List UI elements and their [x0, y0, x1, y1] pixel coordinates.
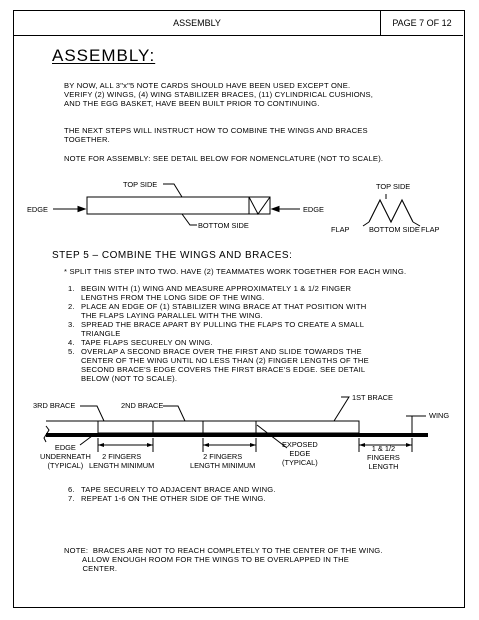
label-bottom-side: BOTTOM SIDE [198, 221, 249, 230]
label-edge-underneath: EDGE UNDERNEATH (TYPICAL) [40, 443, 91, 470]
step-number: 3. [68, 320, 75, 329]
next-steps-line-2: TOGETHER. [64, 135, 110, 144]
step-3-line-2: TRIANGLE [81, 329, 121, 338]
label-exposed-edge: EXPOSED EDGE (TYPICAL) [282, 440, 318, 467]
label-top-side: TOP SIDE [123, 180, 158, 189]
step-5-line-1: OVERLAP A SECOND BRACE OVER THE FIRST AND SLIDE TOWARDS THE [81, 347, 362, 356]
step-3-line-1: SPREAD THE BRACE APART BY PULLING THE FLAPS TO CREATE A SMALL [81, 320, 365, 329]
page-heading: ASSEMBLY: [52, 46, 156, 65]
step-7-text: REPEAT 1-6 ON THE OTHER SIDE OF THE WING. [81, 494, 266, 503]
step5-bullet: * SPLIT THIS STEP INTO TWO. HAVE (2) TEAMMATES WORK TOGETHER FOR EACH WING. [64, 267, 407, 276]
final-note-line-2: ALLOW ENOUGH ROOM FOR THE WINGS TO BE OVERLAPPED IN THE [64, 555, 350, 564]
step-1-line-2: LENGTHS FROM THE LONG SIDE OF THE WING. [81, 293, 265, 302]
final-note-line-3: CENTER. [64, 564, 118, 573]
step-number: 6. [68, 485, 75, 494]
label-top-side-end-view: TOP SIDE [376, 182, 411, 191]
final-note-line-1: NOTE: BRACES ARE NOT TO REACH COMPLETELY TO THE CENTER OF THE WING. [64, 546, 383, 555]
next-steps-line-1: THE NEXT STEPS WILL INSTRUCT HOW TO COMBINE THE WINGS AND BRACES [64, 126, 368, 135]
label-2nd-brace: 2ND BRACE [121, 401, 164, 410]
note-assembly: NOTE FOR ASSEMBLY: SEE DETAIL BELOW FOR NOMENCLATURE (NOT TO SCALE). [64, 154, 384, 163]
step-number: 1. [68, 284, 75, 293]
intro-line-1: BY NOW, ALL 3"x"5 NOTE CARDS SHOULD HAVE BEEN USED EXCEPT ONE. [64, 81, 351, 90]
label-flap-right: FLAP [421, 225, 440, 234]
label-edge-left: EDGE [27, 205, 48, 214]
header-title: ASSEMBLY [14, 11, 381, 36]
step-5-line-3: SECOND BRACE'S EDGE COVERS THE FIRST BRACE'S EDGE. SEE DETAIL [81, 365, 366, 374]
label-edge-right: EDGE [303, 205, 324, 214]
label-1st-brace: 1ST BRACE [352, 393, 393, 402]
label-flap-left: FLAP [331, 225, 350, 234]
step-number: 7. [68, 494, 75, 503]
intro-line-3: AND THE EGG BASKET, HAVE BEEN BUILT PRIOR TO CONTINUING. [64, 99, 320, 108]
label-wing: WING [429, 411, 450, 420]
step5-title: STEP 5 – COMBINE THE WINGS AND BRACES: [52, 250, 293, 261]
step-number: 4. [68, 338, 75, 347]
step-5-line-4: BELOW (NOT TO SCALE). [81, 374, 178, 383]
label-bottom-side-end-view: BOTTOM SIDE [369, 225, 420, 234]
label-3rd-brace: 3RD BRACE [33, 401, 76, 410]
intro-line-2: VERIFY (2) WINGS, (4) WING STABILIZER BRACES, (11) CYLINDRICAL CUSHIONS, [64, 90, 374, 99]
step-number: 2. [68, 302, 75, 311]
step-4-line-1: TAPE FLAPS SECURELY ON WING. [81, 338, 213, 347]
step-5-line-2: CENTER OF THE WING UNTIL NO LESS THAN (2) FINGER LENGTHS OF THE [81, 356, 369, 365]
label-one-and-half-fingers: 1 & 1/2 FINGERS LENGTH [367, 444, 400, 471]
step-2-line-2: THE FLAPS LAYING PARALLEL WITH THE WING. [81, 311, 263, 320]
step-2-line-1: PLACE AN EDGE OF (1) STABILIZER WING BRACE AT THAT POSITION WITH [81, 302, 367, 311]
header-page-number: PAGE 7 OF 12 [381, 11, 463, 36]
step-number: 5. [68, 347, 75, 356]
label-two-fingers-b: 2 FINGERS LENGTH MINIMUM [190, 452, 256, 470]
label-two-fingers-a: 2 FINGERS LENGTH MINIMUM [89, 452, 155, 470]
step-6-text: TAPE SECURELY TO ADJACENT BRACE AND WING. [81, 485, 276, 494]
step-1-line-1: BEGIN WITH (1) WING AND MEASURE APPROXIMATELY 1 & 1/2 FINGER [81, 284, 352, 293]
